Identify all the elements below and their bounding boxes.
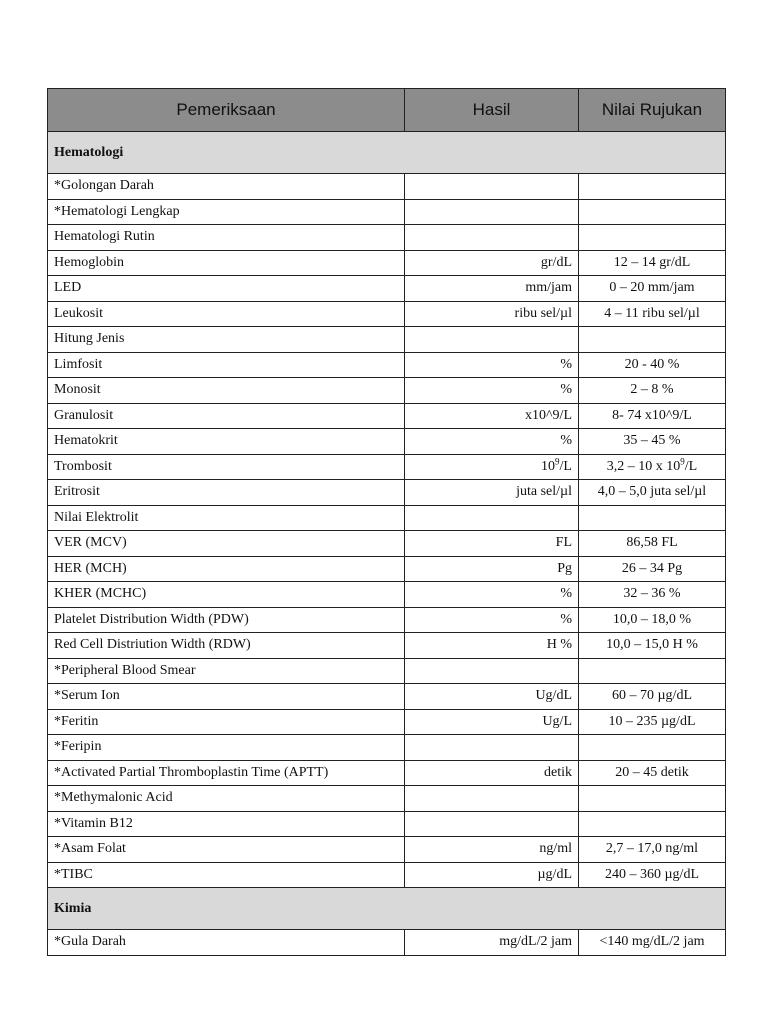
- reference-value: <140 mg/dL/2 jam: [579, 930, 726, 956]
- table-row: [48, 352, 726, 378]
- reference-value: [579, 225, 726, 251]
- test-name: Hematologi Rutin: [48, 225, 405, 251]
- hasil-unit: FL: [405, 531, 579, 557]
- test-name: *Feritin: [48, 709, 405, 735]
- hasil-unit: [405, 786, 579, 812]
- hasil-unit: detik: [405, 760, 579, 786]
- reference-value: [579, 735, 726, 761]
- test-name: KHER (MCHC): [48, 582, 405, 608]
- reference-value: 26 – 34 Pg: [579, 556, 726, 582]
- test-name: *Peripheral Blood Smear: [48, 658, 405, 684]
- table-row: [48, 250, 726, 276]
- table-row: [48, 327, 726, 353]
- hasil-unit: [405, 327, 579, 353]
- reference-value: [579, 811, 726, 837]
- test-name: LED: [48, 276, 405, 302]
- hasil-unit: ribu sel/µl: [405, 301, 579, 327]
- reference-value: 10 – 235 µg/dL: [579, 709, 726, 735]
- test-name: Platelet Distribution Width (PDW): [48, 607, 405, 633]
- hasil-unit: [405, 811, 579, 837]
- header-pemeriksaan: Pemeriksaan: [48, 89, 405, 132]
- test-name: Trombosit: [48, 454, 405, 480]
- table-row: [48, 378, 726, 404]
- reference-value: 12 – 14 gr/dL: [579, 250, 726, 276]
- table-row: [48, 760, 726, 786]
- table-row: [48, 199, 726, 225]
- test-name: *Activated Partial Thromboplastin Time (APTT): [48, 760, 405, 786]
- test-name: Monosit: [48, 378, 405, 404]
- hasil-unit-base: 10: [541, 458, 556, 474]
- reference-value: 32 – 36 %: [579, 582, 726, 608]
- table-row: [48, 837, 726, 863]
- test-name: Hematokrit: [48, 429, 405, 455]
- reference-value-base: 3,2 – 10 x 10: [606, 458, 681, 474]
- reference-value: 60 – 70 µg/dL: [579, 684, 726, 710]
- hasil-unit: %: [405, 607, 579, 633]
- hasil-unit: gr/dL: [405, 250, 579, 276]
- table-row: [48, 735, 726, 761]
- hasil-unit: [405, 658, 579, 684]
- reference-value: [579, 454, 726, 480]
- table-row: [48, 607, 726, 633]
- header-hasil: Hasil: [405, 89, 579, 132]
- test-name: *Feripin: [48, 735, 405, 761]
- test-name: *Golongan Darah: [48, 174, 405, 200]
- test-name: VER (MCV): [48, 531, 405, 557]
- reference-value: 4 – 11 ribu sel/µl: [579, 301, 726, 327]
- table-row: [48, 862, 726, 888]
- header-nilai-rujukan: Nilai Rujukan: [579, 89, 726, 132]
- hasil-unit: %: [405, 582, 579, 608]
- table-row: [48, 531, 726, 557]
- test-name: HER (MCH): [48, 556, 405, 582]
- table-row: [48, 684, 726, 710]
- test-name: Eritrosit: [48, 480, 405, 506]
- reference-value: [579, 505, 726, 531]
- test-name: Granulosit: [48, 403, 405, 429]
- hasil-unit: ng/ml: [405, 837, 579, 863]
- table-row: [48, 225, 726, 251]
- hasil-unit: Pg: [405, 556, 579, 582]
- test-name: *TIBC: [48, 862, 405, 888]
- table-header-row: [48, 89, 726, 132]
- section-row: [48, 888, 726, 930]
- hasil-unit: [405, 505, 579, 531]
- test-name: Hitung Jenis: [48, 327, 405, 353]
- table-row: [48, 276, 726, 302]
- table-row: [48, 709, 726, 735]
- reference-value: [579, 327, 726, 353]
- table-row: [48, 301, 726, 327]
- reference-value: 240 – 360 µg/dL: [579, 862, 726, 888]
- test-name: *Vitamin B12: [48, 811, 405, 837]
- reference-value: [579, 658, 726, 684]
- table-row: [48, 786, 726, 812]
- hasil-unit-suffix: /L: [559, 458, 572, 474]
- section-title: Kimia: [48, 888, 726, 930]
- reference-value: 20 – 45 detik: [579, 760, 726, 786]
- reference-value-suffix: /L: [684, 458, 698, 474]
- hasil-unit: [405, 225, 579, 251]
- test-name: *Methymalonic Acid: [48, 786, 405, 812]
- table-row: [48, 556, 726, 582]
- hasil-unit: Ug/dL: [405, 684, 579, 710]
- reference-value: 0 – 20 mm/jam: [579, 276, 726, 302]
- hasil-unit: H %: [405, 633, 579, 659]
- reference-value: 8- 74 x10^9/L: [579, 403, 726, 429]
- reference-value: 35 – 45 %: [579, 429, 726, 455]
- hasil-unit-exponent: 9: [555, 456, 560, 467]
- reference-value: [579, 174, 726, 200]
- reference-value: [579, 199, 726, 225]
- table-row: [48, 658, 726, 684]
- hasil-unit: [405, 454, 579, 480]
- hasil-unit: Ug/L: [405, 709, 579, 735]
- hasil-unit: µg/dL: [405, 862, 579, 888]
- table-body: [48, 132, 726, 956]
- section-title: Hematologi: [48, 132, 726, 174]
- hasil-unit: mm/jam: [405, 276, 579, 302]
- test-name: *Asam Folat: [48, 837, 405, 863]
- test-name: *Hematologi Lengkap: [48, 199, 405, 225]
- hasil-unit: %: [405, 378, 579, 404]
- reference-value-exponent: 9: [680, 456, 685, 467]
- hasil-unit: %: [405, 352, 579, 378]
- table-row: [48, 454, 726, 480]
- reference-value: 86,58 FL: [579, 531, 726, 557]
- reference-value: 10,0 – 18,0 %: [579, 607, 726, 633]
- table-row: [48, 633, 726, 659]
- test-name: *Serum Ion: [48, 684, 405, 710]
- reference-value: 2 – 8 %: [579, 378, 726, 404]
- table-row: [48, 480, 726, 506]
- reference-value: 4,0 – 5,0 juta sel/µl: [579, 480, 726, 506]
- test-name: Nilai Elektrolit: [48, 505, 405, 531]
- hasil-unit: juta sel/µl: [405, 480, 579, 506]
- table-row: [48, 174, 726, 200]
- section-row: [48, 132, 726, 174]
- table-row: [48, 403, 726, 429]
- hasil-unit: mg/dL/2 jam: [405, 930, 579, 956]
- test-name: Leukosit: [48, 301, 405, 327]
- hasil-unit: [405, 199, 579, 225]
- table-row: [48, 505, 726, 531]
- reference-value: 10,0 – 15,0 H %: [579, 633, 726, 659]
- test-name: *Gula Darah: [48, 930, 405, 956]
- reference-value: 20 - 40 %: [579, 352, 726, 378]
- test-name: Limfosit: [48, 352, 405, 378]
- hasil-unit: [405, 735, 579, 761]
- table-row: [48, 811, 726, 837]
- reference-value: [579, 786, 726, 812]
- reference-value: 2,7 – 17,0 ng/ml: [579, 837, 726, 863]
- table-row: [48, 930, 726, 956]
- table-row: [48, 582, 726, 608]
- test-name: Red Cell Distriution Width (RDW): [48, 633, 405, 659]
- hasil-unit: %: [405, 429, 579, 455]
- hasil-unit: [405, 174, 579, 200]
- lab-results-table: [47, 88, 726, 956]
- hasil-unit: x10^9/L: [405, 403, 579, 429]
- test-name: Hemoglobin: [48, 250, 405, 276]
- table-row: [48, 429, 726, 455]
